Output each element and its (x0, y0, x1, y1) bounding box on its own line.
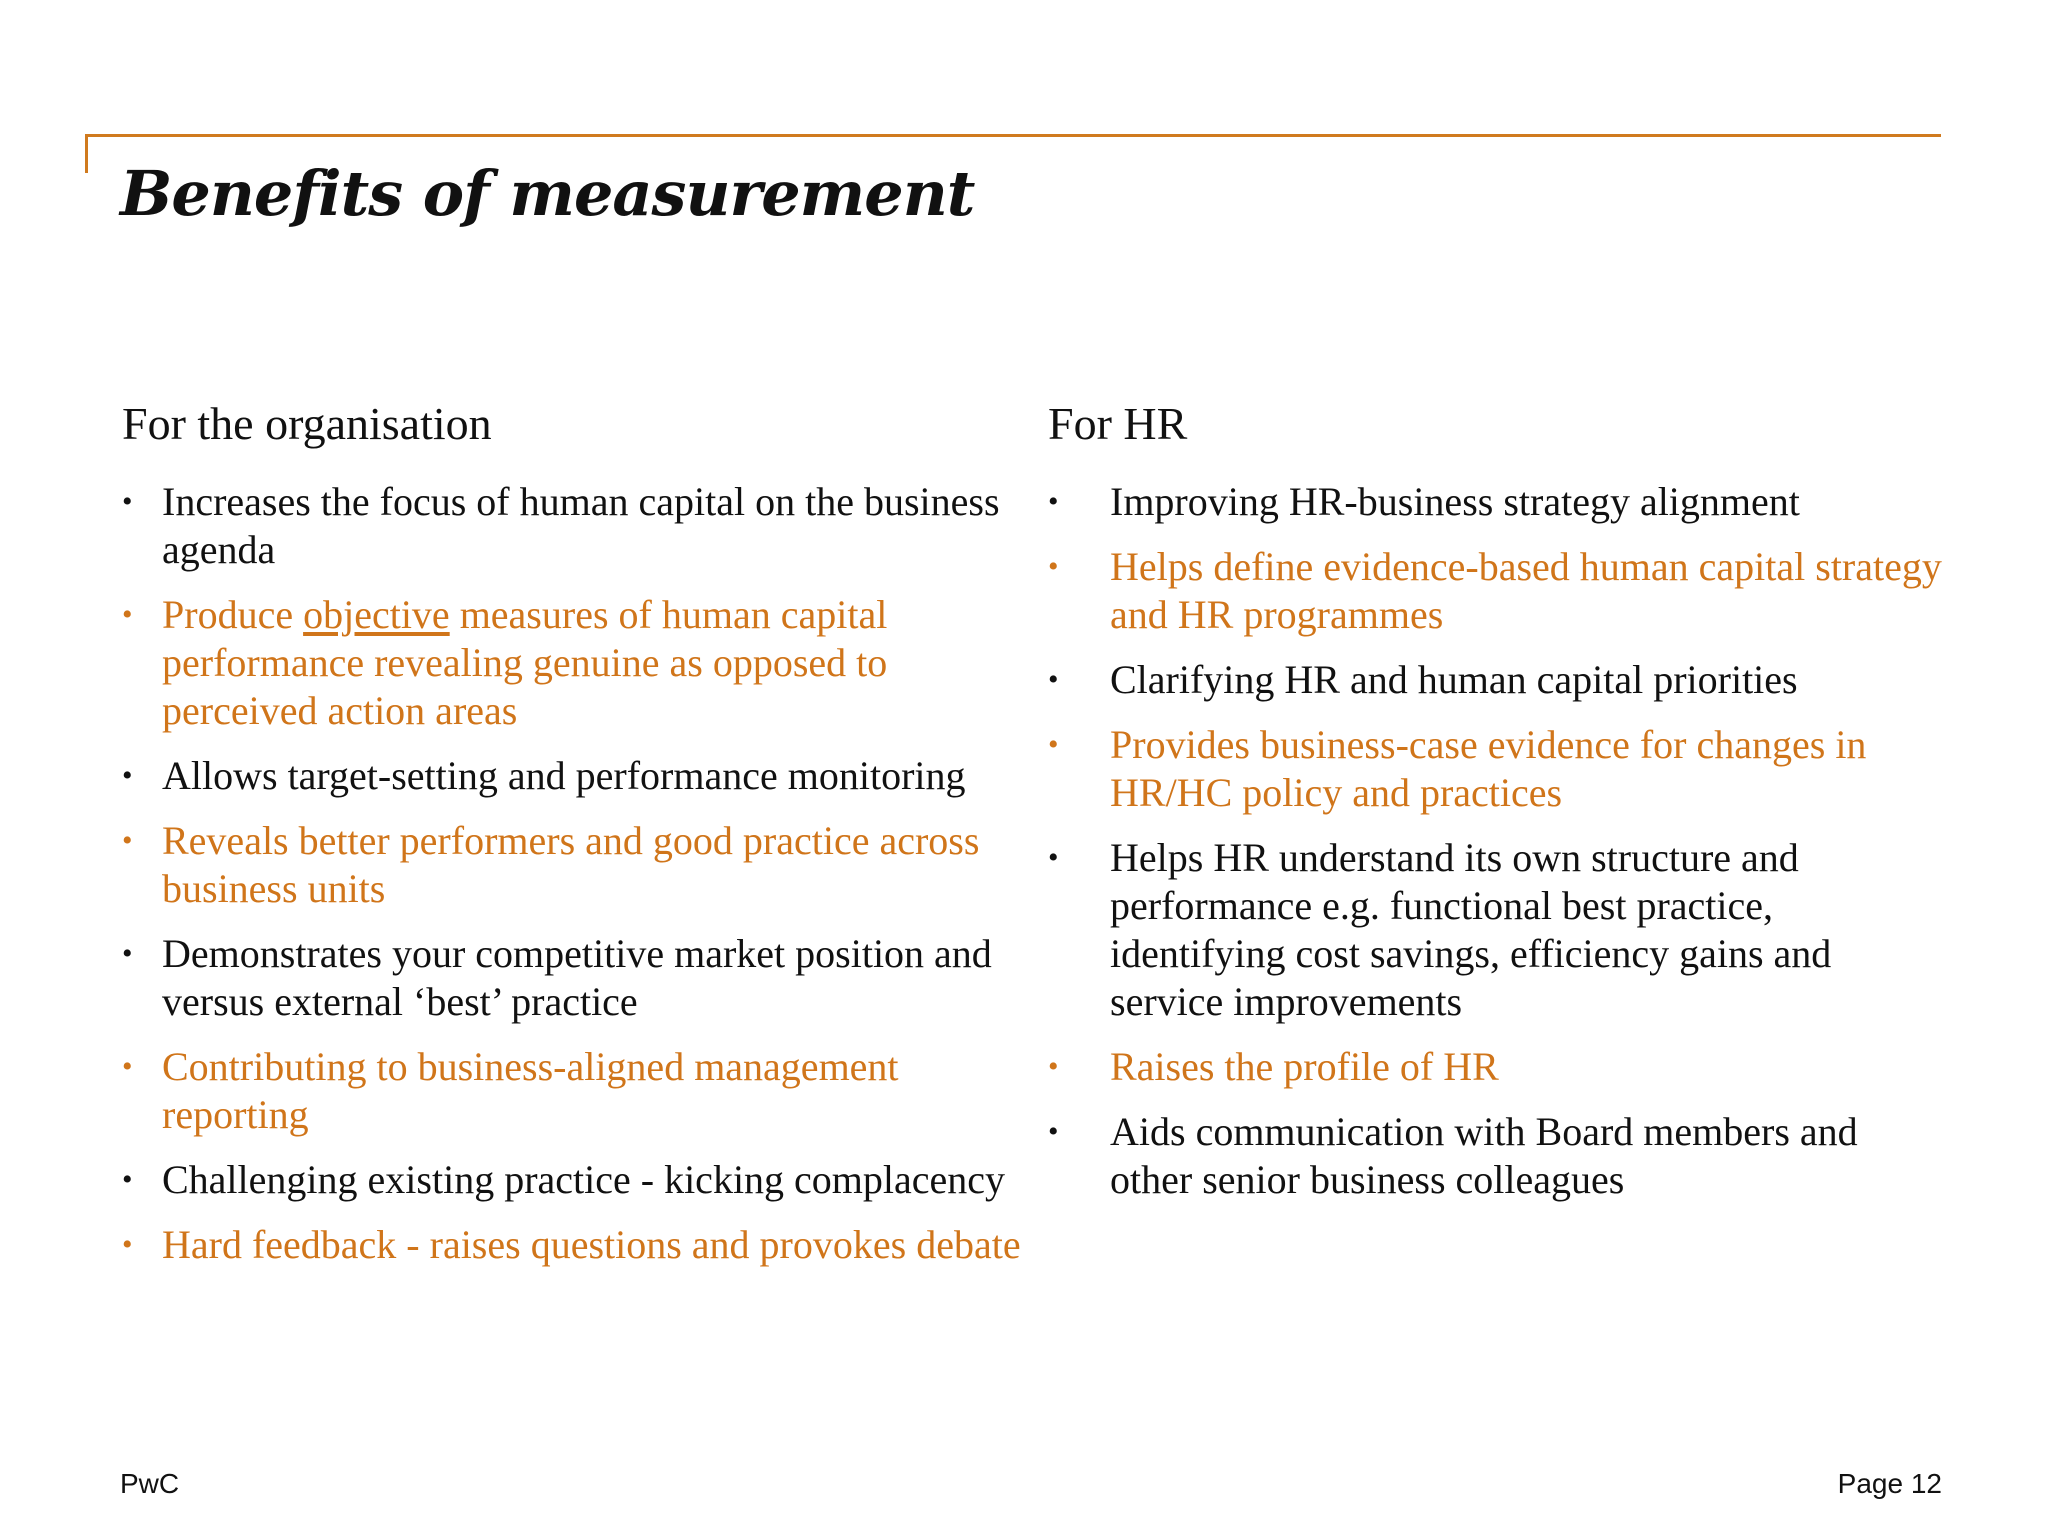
list-item (122, 478, 1022, 574)
list-item-text: Aids communication with Board members and other senior business colleagues (1110, 1109, 1858, 1202)
bullet-icon: • (122, 598, 133, 631)
list-item-text (162, 591, 1022, 735)
slide-title: Benefits of measurement (120, 157, 975, 230)
hr-heading: For HR (1048, 398, 1188, 449)
list-item-text: Provides business-case evidence for changes in HR/HC policy and practices (1110, 722, 1867, 815)
bullet-icon: • (1048, 1115, 1059, 1148)
bullet-icon: • (122, 485, 133, 518)
title-rule-horizontal (85, 134, 1941, 137)
list-item-text: Reveals better performers and good practice across business units (162, 818, 980, 911)
list-item-text: Helps define evidence-based human capital strategy and HR programmes (1110, 544, 1942, 637)
list-item-text: Improving HR-business strategy alignment (1110, 479, 1800, 524)
organisation-heading: For the organisation (122, 398, 492, 449)
bullet-icon: • (1048, 663, 1059, 696)
list-item-text-prefix: Produce (162, 592, 304, 637)
list-item (1048, 834, 1948, 1026)
bullet-icon: • (122, 1228, 133, 1261)
underlined-word: objective (303, 592, 450, 637)
organisation-benefits-list (122, 478, 1022, 1269)
list-item (122, 817, 1022, 913)
list-item (1048, 478, 1948, 526)
list-item (1048, 543, 1948, 639)
hr-benefits-list (1048, 478, 1948, 1204)
list-item-text: Hard feedback - raises questions and provokes debate (162, 1222, 1021, 1267)
list-item-text: Raises the profile of HR (1110, 1044, 1499, 1089)
list-item (122, 1043, 1022, 1139)
page-number: Page 12 (1837, 1468, 1942, 1499)
list-item (1048, 721, 1948, 817)
list-item-text-rest: measures of human capital performance revealing genuine as opposed to perceived action areas (162, 592, 888, 733)
bullet-icon: • (1048, 841, 1059, 874)
list-item-text: Clarifying HR and human capital priorities (1110, 657, 1798, 702)
bullet-icon: • (122, 824, 133, 857)
list-item-text: Contributing to business-aligned management reporting (162, 1044, 899, 1137)
bullet-icon: • (122, 1163, 133, 1196)
list-item-text: Allows target-setting and performance monitoring (162, 753, 966, 798)
list-item (122, 1221, 1022, 1269)
bullet-icon: • (122, 1050, 133, 1083)
organisation-column (122, 400, 1022, 1286)
list-item (1048, 1108, 1948, 1204)
bullet-icon: • (122, 937, 133, 970)
list-item (122, 930, 1022, 1026)
list-item-text: Helps HR understand its own structure and performance e.g. functional best practice, identifying cost savings, efficiency gains and service improvements (1110, 835, 1832, 1024)
list-item (122, 752, 1022, 800)
footer-brand: PwC (120, 1468, 180, 1499)
bullet-icon: • (1048, 1050, 1059, 1083)
list-item-text: Demonstrates your competitive market position and versus external ‘best’ practice (162, 931, 992, 1024)
title-rule-vertical (85, 134, 88, 173)
list-item (1048, 1043, 1948, 1091)
bullet-icon: • (1048, 728, 1059, 761)
list-item (122, 1156, 1022, 1204)
list-item (122, 591, 1022, 735)
list-item-text: Increases the focus of human capital on the business agenda (162, 479, 1000, 572)
bullet-icon: • (1048, 485, 1059, 518)
list-item-text: Challenging existing practice - kicking complacency (162, 1157, 1006, 1202)
list-item (1048, 656, 1948, 704)
hr-column (1048, 400, 1948, 1221)
bullet-icon: • (1048, 550, 1059, 583)
bullet-icon: • (122, 759, 133, 792)
